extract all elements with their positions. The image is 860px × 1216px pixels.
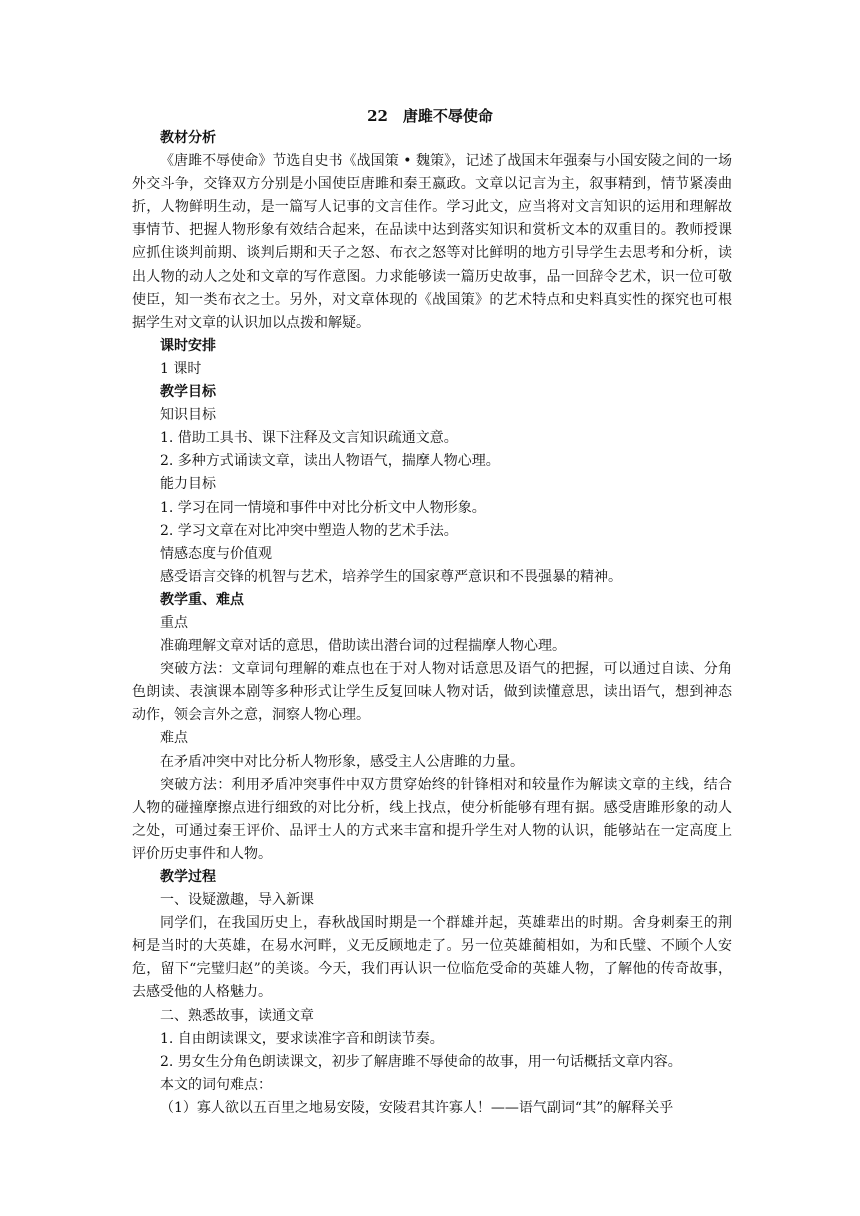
ability-objectives-label: 能力目标 (160, 476, 216, 493)
emotion-objectives-label: 情感态度与价值观 (160, 545, 272, 562)
focus-method-paragraph: 突破方法：文章词句理解的难点也在于对人物对话意思及语气的把握，可以通过自读、分角色朗读、表演课本剧等多种形式让学生反复回味人物对话，做到读懂意思，读出语气，想到神态动作，领会言外之意，洞察人物心理。 (132, 661, 732, 724)
schedule-text: 1 课时 (160, 360, 202, 377)
material-analysis-paragraph: 《唐雎不辱使命》节选自史书《战国策 • 魏策》，记述了战国末年强秦与小国安陵之间的一场外交斗争，交锋双方分别是小国使臣唐雎和秦王嬴政。文章以记言为主，叙事精到，情节紧凑曲折，人物鲜明生动，是一篇写人记事的文言佳作。学习此文，应当将对文言知识的运用和理解故事情节、把握人物形象有效结合起来，在品读中达到落实知识和赏析文本的双重目的。教师授课应抓住谈判前期、谈判后期和天子之怒、布衣之怒等对比鲜明的地方引导学生去思考和分析，读出人物的动人之处和文章的写作意图。力求能够读一篇历史故事，品一回辞令艺术，识一位可敬使臣，知一类布衣之士。另外，对文章体现的《战国策》的艺术特点和史料真实性的探究也可根据学生对文章的认识加以点拨和解疑。 (132, 153, 732, 331)
difficulty-text: 在矛盾冲突中对比分析人物形象，感受主人公唐雎的力量。 (160, 753, 524, 770)
heading-key-points: 教学重、难点 (160, 591, 244, 608)
document-body (132, 127, 732, 1120)
process-step2-item: 1. 自由朗读课文，要求读准字音和朗读节奏。 (160, 1030, 444, 1047)
knowledge-objective-item: 2. 多种方式诵读文章，读出人物语气，揣摩人物心理。 (160, 453, 500, 470)
difficulty-method-paragraph: 突破方法：利用矛盾冲突事件中双方贯穿始终的针锋相对和较量作为解读文章的主线，结合人物的碰撞摩擦点进行细致的对比分析，线上找点，使分析能够有理有据。感受唐雎形象的动人之处，可通过秦王评价、品评士人的方式来丰富和提升学生对人物的认识，能够站在一定高度上评价历史事件和人物。 (132, 776, 732, 862)
focus-text: 准确理解文章对话的意思，借助读出潜台词的过程揣摩人物心理。 (160, 638, 566, 655)
process-step1-label: 一、设疑激趣，导入新课 (160, 892, 314, 909)
process-step2-item: 2. 男女生分角色朗读课文，初步了解唐雎不辱使命的故事，用一句话概括文章内容。 (160, 1053, 682, 1070)
ability-objective-item: 2. 学习文章在对比冲突中塑造人物的艺术手法。 (160, 522, 458, 539)
knowledge-objective-item: 1. 借助工具书、课下注释及文言知识疏通文意。 (160, 430, 458, 447)
knowledge-objectives-label: 知识目标 (160, 407, 216, 424)
difficulty-label: 难点 (160, 730, 188, 747)
heading-objectives: 教学目标 (160, 384, 216, 401)
heading-material-analysis: 教材分析 (160, 130, 216, 146)
focus-label: 重点 (160, 614, 188, 631)
heading-process: 教学过程 (160, 869, 216, 885)
difficult-words-item: （1）寡人欲以五百里之地易安陵，安陵君其许寡人！——语气副词“其”的解释关乎 (160, 1099, 674, 1116)
page-title: 22 唐雎不辱使命 (367, 107, 493, 125)
process-step1-paragraph: 同学们，在我国历史上，春秋战国时期是一个群雄并起，英雄辈出的时期。舍身刺秦王的荆柯是当时的大英雄，在易水河畔，义无反顾地走了。另一位英雄蔺相如，为和氏璧、不顾个人安危，留下“完璧归赵”的美谈。今天，我们再认识一位临危受命的英雄人物，了解他的传奇故事，去感受他的人格魅力。 (132, 915, 732, 1001)
process-step2-label: 二、熟悉故事，读通文章 (160, 1007, 314, 1024)
emotion-objective-text: 感受语言交锋的机智与艺术，培养学生的国家尊严意识和不畏强暴的精神。 (160, 568, 622, 585)
difficult-words-label: 本文的词句难点： (160, 1076, 272, 1093)
ability-objective-item: 1. 学习在同一情境和事件中对比分析文中人物形象。 (160, 499, 486, 516)
heading-schedule: 课时安排 (160, 337, 216, 354)
